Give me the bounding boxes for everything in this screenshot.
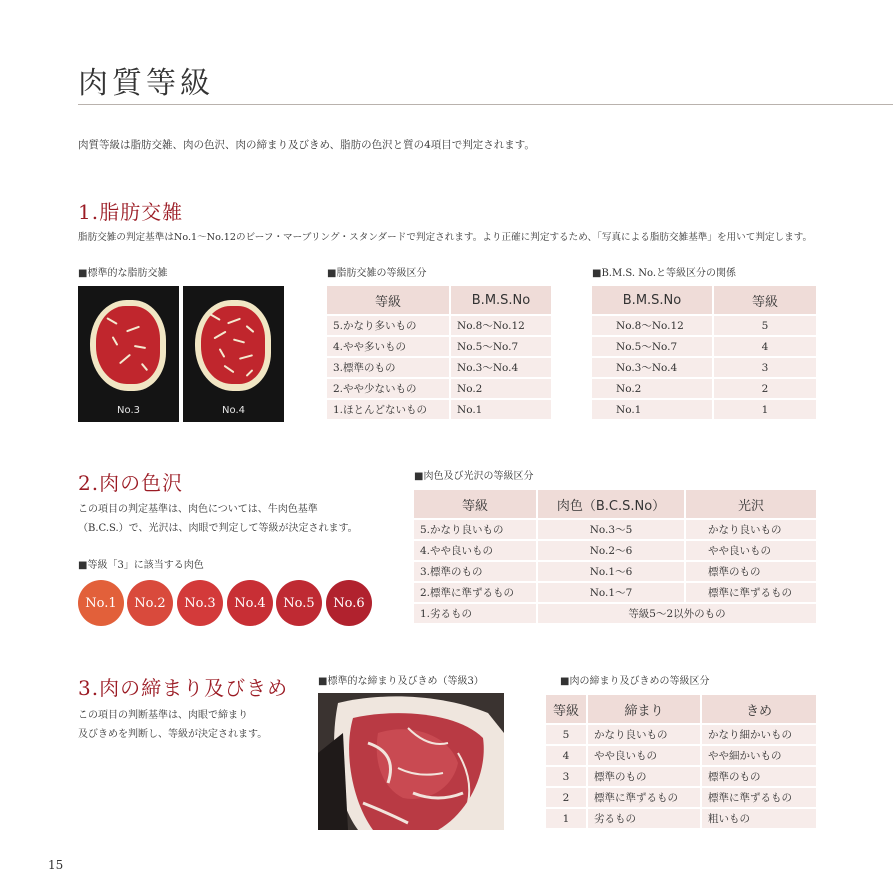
marbling-grade-table — [325, 284, 553, 421]
table-row — [546, 809, 816, 828]
beef-cross-section-image — [318, 693, 504, 830]
table-row — [414, 583, 816, 602]
color-grade-table-caption: ■肉色及び光沢の等級区分 — [414, 471, 534, 482]
title-divider — [78, 104, 893, 105]
table-cell: No.8～No.12 — [592, 316, 712, 335]
marbling-photo-caption: ■標準的な脂肪交雑 — [78, 268, 168, 279]
page-title: 肉質等級 — [78, 66, 214, 101]
table-cell: 2 — [714, 379, 816, 398]
marbling-grade-table-caption: ■脂肪交雑の等級区分 — [327, 268, 427, 279]
table-row — [592, 379, 816, 398]
table-header: B.M.S.No — [451, 286, 551, 314]
table-cell: 3 — [714, 358, 816, 377]
table-cell: 2 — [546, 788, 586, 807]
table-cell: 標準に準ずるもの — [702, 788, 816, 807]
firmness-grade-table-caption: ■肉の締まり及びきめの等級区分 — [560, 676, 710, 687]
table-row — [546, 725, 816, 744]
table-row — [414, 562, 816, 581]
table-cell: 5 — [714, 316, 816, 335]
table-cell: 3 — [546, 767, 586, 786]
table-cell: No.2～6 — [538, 541, 684, 560]
table-cell: やや良いもの — [588, 746, 700, 765]
table-row — [546, 788, 816, 807]
table-cell: やや細かいもの — [702, 746, 816, 765]
table-cell: 5.かなり多いもの — [327, 316, 449, 335]
bms-grade-table-caption: ■B.M.S. No.と等級区分の関係 — [592, 268, 737, 279]
table-cell: 1.劣るもの — [414, 604, 536, 623]
color-swatch-no4: No.4 — [227, 580, 273, 626]
table-cell: 4.やや良いもの — [414, 541, 536, 560]
table-cell: 3.標準のもの — [414, 562, 536, 581]
table-row — [592, 358, 816, 377]
table-row — [327, 316, 551, 335]
marbling-photo-no3 — [78, 286, 179, 422]
table-cell: No.2 — [451, 379, 551, 398]
table-cell: 1.ほとんどないもの — [327, 400, 449, 419]
table-cell: No.1～6 — [538, 562, 684, 581]
section2-heading: 2.肉の色沢 — [78, 471, 184, 495]
table-cell: 粗いもの — [702, 809, 816, 828]
color-swatch-no5: No.5 — [276, 580, 322, 626]
table-cell: かなり細かいもの — [702, 725, 816, 744]
color-grade-table — [412, 488, 818, 625]
marbling-photo-no4 — [183, 286, 284, 422]
table-header: 等級 — [546, 695, 586, 723]
table-cell: No.3～No.4 — [592, 358, 712, 377]
table-cell: 1 — [546, 809, 586, 828]
table-cell: 2.標準に準ずるもの — [414, 583, 536, 602]
table-cell: No.1～7 — [538, 583, 684, 602]
marbling-photo-label: No.3 — [117, 405, 140, 416]
table-cell: 5.かなり良いもの — [414, 520, 536, 539]
table-cell: No.5～No.7 — [592, 337, 712, 356]
bms-grade-table — [590, 284, 818, 421]
section3-body — [78, 706, 267, 744]
table-cell: 3.標準のもの — [327, 358, 449, 377]
intro-text: 肉質等級は脂肪交雑、肉の色沢、肉の締まり及びきめ、脂肪の色沢と質の4項目で判定されます。 — [78, 139, 535, 151]
table-header: 締まり — [588, 695, 700, 723]
table-row — [414, 520, 816, 539]
table-row — [546, 746, 816, 765]
table-cell: 4 — [546, 746, 586, 765]
firmness-grade-table — [544, 693, 818, 830]
section3-body-line: 及びきめを判断し、等級が決定されます。 — [78, 729, 268, 740]
table-row — [327, 400, 551, 419]
table-cell: No.3～5 — [538, 520, 684, 539]
table-cell: No.1 — [592, 400, 712, 419]
table-cell: No.2 — [592, 379, 712, 398]
table-cell: 4.やや多いもの — [327, 337, 449, 356]
table-row — [592, 337, 816, 356]
table-header: B.M.S.No — [592, 286, 712, 314]
table-row — [414, 604, 816, 623]
table-row — [414, 541, 816, 560]
page-number: 15 — [48, 858, 64, 872]
table-cell: かなり良いもの — [588, 725, 700, 744]
table-cell: 標準のもの — [686, 562, 816, 581]
section1-body: 脂肪交雑の判定基準はNo.1～No.12のビーフ・マーブリング・スタンダードで判定されます。より正確に判定するため、「写真による脂肪交雑基準」を用いて判定します。 — [78, 232, 813, 243]
section1-heading: 1.脂肪交雑 — [78, 200, 184, 224]
table-header: 肉色（B.C.S.No） — [538, 490, 684, 518]
firmness-photo-caption: ■標準的な締まり及びきめ（等級3） — [318, 676, 484, 687]
table-row — [546, 767, 816, 786]
table-cell: 標準のもの — [588, 767, 700, 786]
table-row — [592, 400, 816, 419]
table-cell: No.5～No.7 — [451, 337, 551, 356]
color-swatch-caption: ■等級「3」に該当する肉色 — [78, 560, 204, 571]
table-row — [327, 358, 551, 377]
section3-body-line: この項目の判断基準は、肉眼で締まり — [78, 710, 248, 721]
table-header: 等級 — [414, 490, 536, 518]
table-cell: 標準に準ずるもの — [686, 583, 816, 602]
table-cell: No.1 — [451, 400, 551, 419]
section2-body-line: （B.C.S.）で、光沢は、肉眼で判定して等級が決定されます。 — [78, 523, 358, 534]
table-cell: かなり良いもの — [686, 520, 816, 539]
table-cell: No.3～No.4 — [451, 358, 551, 377]
marbling-photo-label: No.4 — [222, 405, 245, 416]
table-cell: No.8～No.12 — [451, 316, 551, 335]
color-swatch-no3: No.3 — [177, 580, 223, 626]
table-cell: 劣るもの — [588, 809, 700, 828]
table-cell: 5 — [546, 725, 586, 744]
table-cell: 2.やや少ないもの — [327, 379, 449, 398]
table-header: 等級 — [714, 286, 816, 314]
table-row — [327, 379, 551, 398]
table-cell: 1 — [714, 400, 816, 419]
table-cell: 等級5～2以外のもの — [538, 604, 816, 623]
table-row — [327, 337, 551, 356]
table-cell: 標準のもの — [702, 767, 816, 786]
table-header: きめ — [702, 695, 816, 723]
table-cell: 標準に準ずるもの — [588, 788, 700, 807]
section2-body-line: この項目の判定基準は、肉色については、牛肉色基準 — [78, 504, 318, 515]
firmness-photo — [318, 693, 504, 830]
section2-body — [78, 500, 358, 538]
color-swatch-no1: No.1 — [78, 580, 124, 626]
table-cell: やや良いもの — [686, 541, 816, 560]
table-cell: 4 — [714, 337, 816, 356]
color-swatch-no2: No.2 — [127, 580, 173, 626]
section3-heading: 3.肉の締まり及びきめ — [78, 676, 289, 700]
table-header: 光沢 — [686, 490, 816, 518]
table-row — [592, 316, 816, 335]
table-header: 等級 — [327, 286, 449, 314]
color-swatch-no6: No.6 — [326, 580, 372, 626]
